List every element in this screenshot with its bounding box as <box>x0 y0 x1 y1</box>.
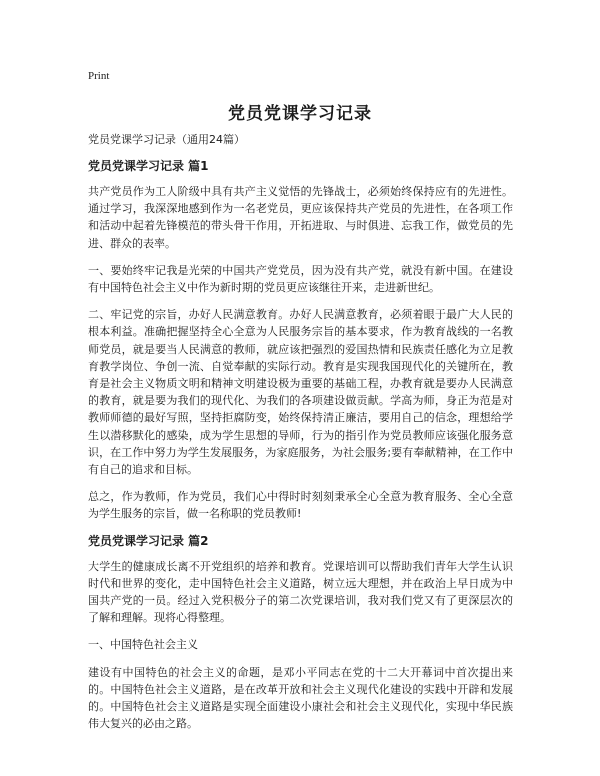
paragraph: 建设有中国特色的社会主义的命题，是邓小平同志在党的十二大开幕词中首次提出来的。中国特色社会主义道路，是在改革开放和社会主义现代化建设的实践中开辟和发展的。中国特色社会主义道路是实现全面建设小康社会和社会主义现代化，实现中华民族伟大复兴的必由之路。 <box>88 665 513 731</box>
paragraph: 一、要始终牢记我是光荣的中国共产党党员，因为没有共产党，就没有新中国。在建设有中国特色社会主义中作为新时期的党员更应该继往开来，走进新世纪。 <box>88 263 513 295</box>
paragraph: 一、中国特色社会主义 <box>88 638 198 652</box>
print-link[interactable]: Print <box>88 70 110 82</box>
paragraph: 大学生的健康成长离不开党组织的培养和教育。党课培训可以帮助我们青年大学生认识时代和世界的变化，走中国特色社会主义道路，树立远大理想，并在政治上早日成为中国共产党的一员。经过入党积极分子的第二次党课培训，我对我们党又有了更深层次的了解和理解。现将心得整理。 <box>88 559 513 625</box>
document-title: 党员党课学习记录 <box>228 104 372 124</box>
document-subtitle: 党员党课学习记录（通用24篇） <box>88 133 245 146</box>
section-heading-2: 党员党课学习记录 篇2 <box>88 533 209 548</box>
document-body <box>88 131 513 742</box>
paragraph: 总之，作为教师，作为党员，我们心中得时时刻刻秉承全心全意为教育服务、全心全意为学生服务的宗旨，做一名称职的党员教师! <box>88 490 513 521</box>
section-heading-1: 党员党课学习记录 篇1 <box>88 159 209 173</box>
paragraph: 二、牢记党的宗旨，办好人民满意教育。办好人民满意教育，必须着眼于最广大人民的根本利益。准确把握坚持全心全意为人民服务宗旨的基本要求，作为教育战线的一名教师党员，就是要当人民满意的教师，就应该把强烈的爱国热情和民族责任感化为立足教育教学岗位、争创一流、自觉奉献的实际行动。教育是实现我国现代化的关键所在，教育是社会主义物质文明和精神文明建设极为重要的基础工程，办教育就是要办人民满意的教育，就是要为我们的现代化、为我们的各项建设做贡献。学高为师，身正为范是对教师师德的最好写照，坚持拒腐防变，始终保持清正廉洁，要用自己的信念，理想给学生以潜移默化的感染，成为学生思想的导师，行为的指引作为党员教师应该强化服务意识，在工作中努力为学生发展服务，为家庭服务，为社会服务;要有奉献精神，在工作中有自己的追求和目标。 <box>88 308 514 477</box>
paragraph: 共产党员作为工人阶级中具有共产主义觉悟的先锋战士，必须始终保持应有的先进性。通过学习，我深深地感到作为一名老党员，更应该保持共产党员的先进性，在各项工作和活动中起着先锋模范的带头骨干作用，开拓进取、与时俱进、忘我工作，做党员的先进、群众的表率。 <box>88 185 513 250</box>
